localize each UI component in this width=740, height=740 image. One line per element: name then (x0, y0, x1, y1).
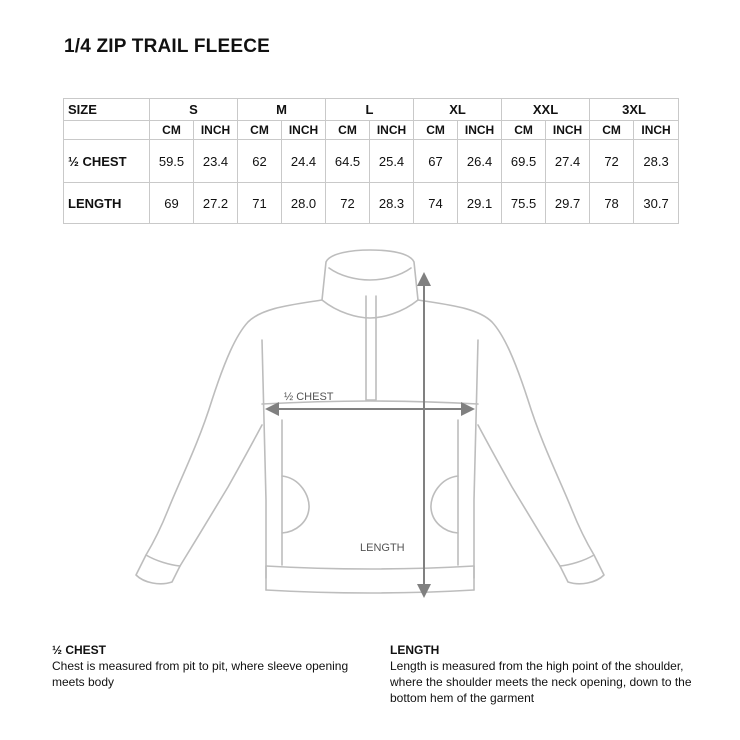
chest-measure-label: ½ CHEST (284, 391, 334, 403)
page-title: 1/4 ZIP TRAIL FLEECE (64, 36, 271, 57)
hem-top (266, 566, 474, 569)
table-cell: 28.3 (634, 140, 679, 183)
table-cell: 28.3 (370, 183, 414, 224)
unit-header-cm: CM (590, 121, 634, 140)
chest-note (52, 642, 352, 690)
zipper (366, 296, 376, 400)
table-cell: 29.1 (458, 183, 502, 224)
unit-header-cm: CM (238, 121, 282, 140)
size-header-3xl: 3XL (590, 99, 679, 121)
table-cell: 24.4 (282, 140, 326, 183)
length-note-heading: LENGTH (390, 643, 440, 657)
size-header-xl: XL (414, 99, 502, 121)
right-pocket (431, 476, 458, 533)
collar-outline (322, 250, 418, 318)
table-row-chest (64, 140, 679, 183)
table-cell: 27.2 (194, 183, 238, 224)
table-cell: 28.0 (282, 183, 326, 224)
size-header-s: S (150, 99, 238, 121)
unit-header-inch: INCH (634, 121, 679, 140)
table-cell: 30.7 (634, 183, 679, 224)
fleece-outline-svg (0, 240, 740, 610)
right-cuff-line (560, 555, 594, 566)
chest-note-text: Chest is measured from pit to pit, where sleeve opening meets body (52, 659, 349, 689)
size-chart-table (63, 98, 679, 224)
unit-header-empty (64, 121, 150, 140)
size-header-row (64, 99, 679, 121)
unit-header-row (64, 121, 679, 140)
length-note (390, 642, 710, 706)
unit-header-inch: INCH (370, 121, 414, 140)
length-measure-label: LENGTH (360, 542, 405, 554)
fleece-diagram (0, 240, 740, 610)
table-cell: 72 (590, 140, 634, 183)
size-header-xxl: XXL (502, 99, 590, 121)
row-label-length: LENGTH (64, 183, 150, 224)
table-cell: 25.4 (370, 140, 414, 183)
body-right-side (474, 340, 478, 578)
unit-header-cm: CM (414, 121, 458, 140)
left-pocket (282, 476, 309, 533)
unit-header-inch: INCH (282, 121, 326, 140)
table-cell: 62 (238, 140, 282, 183)
unit-header-cm: CM (150, 121, 194, 140)
table-cell: 72 (326, 183, 370, 224)
size-header-label: SIZE (64, 99, 150, 121)
unit-header-cm: CM (326, 121, 370, 140)
table-cell: 26.4 (458, 140, 502, 183)
length-note-text: Length is measured from the high point of the shoulder, where the shoulder meets the neck opening, down to the bottom hem of the garment (390, 659, 692, 705)
right-sleeve (418, 300, 604, 584)
left-sleeve (136, 300, 322, 584)
table-cell: 74 (414, 183, 458, 224)
table-cell: 27.4 (546, 140, 590, 183)
table-cell: 78 (590, 183, 634, 224)
table-cell: 69.5 (502, 140, 546, 183)
unit-header-inch: INCH (546, 121, 590, 140)
collar-inner (329, 268, 411, 280)
body-left-side (262, 340, 266, 578)
table-cell: 23.4 (194, 140, 238, 183)
table-cell: 71 (238, 183, 282, 224)
size-header-l: L (326, 99, 414, 121)
table-cell: 64.5 (326, 140, 370, 183)
row-label-chest: ½ CHEST (64, 140, 150, 183)
table-cell: 67 (414, 140, 458, 183)
table-cell: 59.5 (150, 140, 194, 183)
hem-bottom (266, 590, 474, 593)
unit-header-cm: CM (502, 121, 546, 140)
size-header-m: M (238, 99, 326, 121)
unit-header-inch: INCH (194, 121, 238, 140)
table-cell: 29.7 (546, 183, 590, 224)
left-cuff-line (146, 555, 180, 566)
unit-header-inch: INCH (458, 121, 502, 140)
table-row-length (64, 183, 679, 224)
chest-note-heading: ½ CHEST (52, 643, 107, 657)
table-cell: 69 (150, 183, 194, 224)
table-cell: 75.5 (502, 183, 546, 224)
